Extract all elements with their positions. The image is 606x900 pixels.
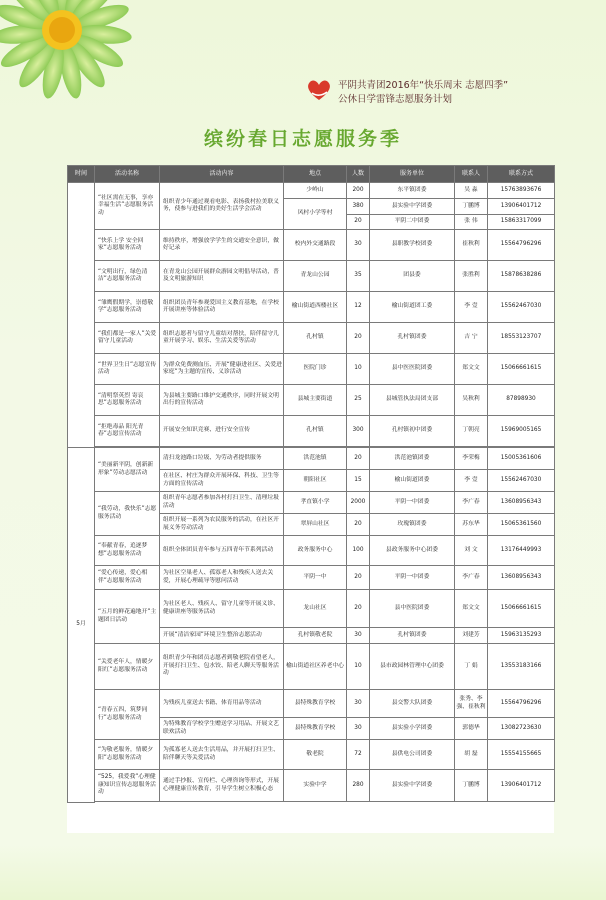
phone: 15863317099: [488, 215, 555, 230]
contact: 李 壹: [455, 470, 488, 492]
count: 30: [347, 718, 370, 740]
unit: 榆山街道团工委: [370, 292, 455, 323]
contact: 胡 磊: [455, 740, 488, 770]
contact: 李 壹: [455, 292, 488, 323]
activity-content: 为社区老人、残疾人、留守儿童等开展义诊、健康讲座等服务活动: [160, 590, 284, 628]
unit: 县政务服务中心团委: [370, 536, 455, 566]
header-location: 地点: [284, 166, 347, 183]
location: 少岭山: [284, 183, 347, 199]
count: 72: [347, 740, 370, 770]
location: 实验中学: [284, 770, 347, 802]
activity-content: 为社区空巢老人、孤寡老人和残疾人送去关爱，开展心理疏导等慰问活动: [160, 566, 284, 590]
phone: 15763893676: [488, 183, 555, 199]
phone: 15878638286: [488, 261, 555, 292]
count: 30: [347, 690, 370, 718]
activity-name: “525，我爱我”心理健康知识宣传志愿服务活动: [95, 770, 160, 802]
phone: 15963135293: [488, 628, 555, 644]
activity-content: 为群众免费测血压、开展“健康进社区、关爱进家庭”为主题的宣传、义诊活动: [160, 354, 284, 385]
location: 医院门诊: [284, 354, 347, 385]
contact: 李广春: [455, 492, 488, 514]
count: 380: [347, 199, 370, 215]
count: 15: [347, 470, 370, 492]
phone: 15562467030: [488, 470, 555, 492]
count: 2000: [347, 492, 370, 514]
phone: 13906401712: [488, 770, 555, 802]
activity-content: 在青龙山公园开展群众游园文明倡导活动，普及文明旅游知识: [160, 261, 284, 292]
unit: 县市政园林管理中心团委: [370, 644, 455, 690]
activity-content: 组织青少年和团员志愿者到敬老院看望老人，开展打扫卫生、包水饺、陪老人聊天等服务活动: [160, 644, 284, 690]
unit: 平阴二中团委: [370, 215, 455, 230]
unit: 县职教学校团委: [370, 230, 455, 261]
contact: 郑文文: [455, 354, 488, 385]
contact: 李荣梅: [455, 448, 488, 470]
unit: 团县委: [370, 261, 455, 292]
phone: 15066661615: [488, 354, 555, 385]
activity-content: 组织开展一系列为农民服务的活动，在社区开展义务劳动活动: [160, 514, 284, 536]
activity-name: “拒绝毒品 阳光青春”志愿宣传活动: [95, 416, 160, 447]
location: 敬老院: [284, 740, 347, 770]
table-row: [68, 230, 555, 261]
table-row: [68, 261, 555, 292]
unit: 县交警大队团委: [370, 690, 455, 718]
activity-content: 通过手抄报、宣传栏、心理咨询等形式，开展心理健康宣传教育，引导学生树立积极心态: [160, 770, 284, 802]
header-activity-name: 活动名称: [95, 166, 160, 183]
location: 平阴一中: [284, 566, 347, 590]
unit: 县实验小学团委: [370, 718, 455, 740]
table-row: [68, 292, 555, 323]
count: 30: [347, 230, 370, 261]
header-unit: 服务单位: [370, 166, 455, 183]
header-time: 时间: [68, 166, 95, 183]
contact: 张 伟: [455, 215, 488, 230]
activity-name: “关爱老年人，情暖夕阳红”志愿服务活动: [95, 644, 160, 690]
contact: 丁朝亮: [455, 416, 488, 447]
location: 榆山街道社区养老中心: [284, 644, 347, 690]
activity-content: 为孤寡老人送去生活用品，并开展打扫卫生、陪伴聊天等关爱活动: [160, 740, 284, 770]
unit: 孔村镇团委: [370, 323, 455, 354]
activity-name: “快乐上学 安全回家”志愿服务活动: [95, 230, 160, 261]
activity-content: 维持秩序，增强放学学生的交通安全意识，做好记录: [160, 230, 284, 261]
unit: 县中医院团委: [370, 590, 455, 628]
activity-content: 清扫龙池路口垃圾、为劳动者提供服务: [160, 448, 284, 470]
location: 孔村镇: [284, 323, 347, 354]
phone: 15564796296: [488, 230, 555, 261]
phone: 15065361560: [488, 514, 555, 536]
phone: 15005361606: [488, 448, 555, 470]
header-line-1: 平阴共青团2016年“快乐周末 志愿四季”: [338, 80, 509, 91]
table-row: [68, 354, 555, 385]
activity-content: 组织青少年通过观看电影、表扬我村拉美联义务，使参与进我们的美好生活学会活动: [160, 183, 284, 230]
activity-name: “雏鹰假期学，崇德敬学”志愿服务活动: [95, 292, 160, 323]
time-cell-may: 5月: [68, 448, 95, 803]
table-header-row: [68, 166, 555, 183]
table-row: [68, 536, 555, 566]
phone: 13553183166: [488, 644, 555, 690]
unit: 平阴一中团委: [370, 492, 455, 514]
table-row: [68, 590, 555, 628]
activity-name: “爱心传递，爱心相伴”志愿服务活动: [95, 566, 160, 590]
location: 洪范池镇: [284, 448, 347, 470]
count: 20: [347, 590, 370, 628]
unit: 榆山街道团委: [370, 470, 455, 492]
count: 30: [347, 628, 370, 644]
activity-name: “清明祭英烈 寄哀思”志愿服务活动: [95, 385, 160, 416]
location: 朝阳社区: [284, 470, 347, 492]
contact: 郑文文: [455, 590, 488, 628]
contact: 丁 娟: [455, 644, 488, 690]
activity-content: 在社区、村庄为群众开展环保、科技、卫生等方面的宣传活动: [160, 470, 284, 492]
location: 校内外交通路段: [284, 230, 347, 261]
contact: 刘 文: [455, 536, 488, 566]
unit: 县城管执法局团支部: [370, 385, 455, 416]
contact: 张胜利: [455, 261, 488, 292]
location: 孝直镇小学: [284, 492, 347, 514]
count: 20: [347, 448, 370, 470]
location: 风村小学等村: [284, 199, 347, 230]
count: 35: [347, 261, 370, 292]
page-title: 缤纷春日志愿服务季: [203, 128, 402, 150]
contact: 郭德华: [455, 718, 488, 740]
bottom-glow: [0, 845, 606, 900]
phone: 15562467030: [488, 292, 555, 323]
unit: 东平镇团委: [370, 183, 455, 199]
table-row: [68, 492, 555, 514]
count: 200: [347, 183, 370, 199]
count: 20: [347, 215, 370, 230]
count: 12: [347, 292, 370, 323]
contact: 崔秋利: [455, 230, 488, 261]
unit: 孔村镇初中团委: [370, 416, 455, 447]
phone: 87898930: [488, 385, 555, 416]
count: 10: [347, 354, 370, 385]
unit: 洪范池镇团委: [370, 448, 455, 470]
count: 25: [347, 385, 370, 416]
header-line-2: 公休日学雷锋志愿服务计划: [338, 94, 453, 105]
activity-content: 组织全体团员青年参与五四青年节系列活动: [160, 536, 284, 566]
table-row: [68, 385, 555, 416]
contact: 苏东华: [455, 514, 488, 536]
phone: 15564796296: [488, 690, 555, 718]
unit: 县实验中学团委: [370, 199, 455, 215]
unit: 玫瑰镇团委: [370, 514, 455, 536]
activity-name: “奉献青春，追逐梦想”志愿服务活动: [95, 536, 160, 566]
contact: 吴 淼: [455, 183, 488, 199]
contact: 李广春: [455, 566, 488, 590]
table-row: [68, 802, 555, 803]
phone: 15554155665: [488, 740, 555, 770]
count: 10: [347, 644, 370, 690]
phone: 15066661615: [488, 590, 555, 628]
phone: 13082723630: [488, 718, 555, 740]
table-row: [68, 690, 555, 718]
schedule-table: [67, 165, 555, 803]
location: 孔村镇: [284, 416, 347, 447]
unit: 县实验中学团委: [370, 770, 455, 802]
table-row: [68, 416, 555, 447]
location: 龙山社区: [284, 590, 347, 628]
location: 青龙山公园: [284, 261, 347, 292]
contact: 丁鹏博: [455, 770, 488, 802]
unit: 孔村镇团委: [370, 628, 455, 644]
table-row: [68, 448, 555, 470]
activity-name: “文明出行，绿色清洁”志愿服务活动: [95, 261, 160, 292]
unit: 县中医医院团委: [370, 354, 455, 385]
activity-content: 开展安全知识竞赛、进行安全宣传: [160, 416, 284, 447]
activity-content: 为残疾儿童送去书籍、体育用品等活动: [160, 690, 284, 718]
activity-name: “世界卫生日”志愿宣传活动: [95, 354, 160, 385]
table-row: [68, 323, 555, 354]
count: 300: [347, 416, 370, 447]
activity-name: “五月的鲜花遍地开”主题团日活动: [95, 590, 160, 644]
count: 20: [347, 514, 370, 536]
header-phone: 联系方式: [488, 166, 555, 183]
count: 280: [347, 770, 370, 802]
activity-name: “美丽新平阴，创新新形象”劳动志愿活动: [95, 448, 160, 492]
phone: 13608956343: [488, 492, 555, 514]
table-row: [68, 183, 555, 199]
activity-name: “我劳动，我快乐”志愿服务活动: [95, 492, 160, 536]
phone: 13906401712: [488, 199, 555, 215]
activity-content: 组织青年志愿者参加各村打扫卫生、清理垃圾活动: [160, 492, 284, 514]
activity-content: 开展“清洁家园”环境卫生整治志愿活动: [160, 628, 284, 644]
activity-content: 组织团员青年参观爱国主义教育基地，在学校开展讲座等体验活动: [160, 292, 284, 323]
table-row: [68, 566, 555, 590]
location: 榆山街道西楼社区: [284, 292, 347, 323]
count: 100: [347, 536, 370, 566]
activity-name: “为敬老服务，情暖夕阳”志愿服务活动: [95, 740, 160, 770]
header-count: 人数: [347, 166, 370, 183]
activity-content: 组织志愿者与留守儿童结对帮扶，陪伴留守儿童开展学习、娱乐、生活关爱等活动: [160, 323, 284, 354]
location: 县特殊教育学校: [284, 718, 347, 740]
location: 县特殊教育学校: [284, 690, 347, 718]
header-activity-content: 活动内容: [160, 166, 284, 183]
table-row: [68, 644, 555, 690]
count: 20: [347, 323, 370, 354]
unit: 平阴一中团委: [370, 566, 455, 590]
contact: 吉 宁: [455, 323, 488, 354]
activity-name: “青春五四，筑梦同行”志愿服务活动: [95, 690, 160, 740]
location: 政务服务中心: [284, 536, 347, 566]
unit: 县供电公司团委: [370, 740, 455, 770]
location: 孔村镇敬老院: [284, 628, 347, 644]
table-row: [68, 770, 555, 802]
contact: 丁鹏博: [455, 199, 488, 215]
header-contact: 联系人: [455, 166, 488, 183]
contact: 张秀、李强、崔秋利: [455, 690, 488, 718]
activity-content: 为特殊教育学校学生赠送学习用品、开展文艺联欢活动: [160, 718, 284, 740]
contact: 刘建芳: [455, 628, 488, 644]
phone: 18553123707: [488, 323, 555, 354]
phone: 15969005165: [488, 416, 555, 447]
time-cell-blank: [68, 183, 95, 448]
phone: 13608956343: [488, 566, 555, 590]
flower-decoration: [0, 0, 150, 125]
activity-name: “社区需在无事，享亦幸福生活”志愿服务活动: [95, 183, 160, 230]
activity-content: 为县城主要路口维护交通秩序，同时开展文明出行的宣传活动: [160, 385, 284, 416]
hands-heart-logo: [304, 78, 334, 102]
location: 翠屏山社区: [284, 514, 347, 536]
table-row: [68, 740, 555, 770]
count: 20: [347, 566, 370, 590]
location: 县城主要街道: [284, 385, 347, 416]
contact: 吴秋利: [455, 385, 488, 416]
phone: 13176449993: [488, 536, 555, 566]
activity-name: “我们都是一家人”关爱留守儿童活动: [95, 323, 160, 354]
schedule-table-wrapper: [67, 165, 554, 833]
